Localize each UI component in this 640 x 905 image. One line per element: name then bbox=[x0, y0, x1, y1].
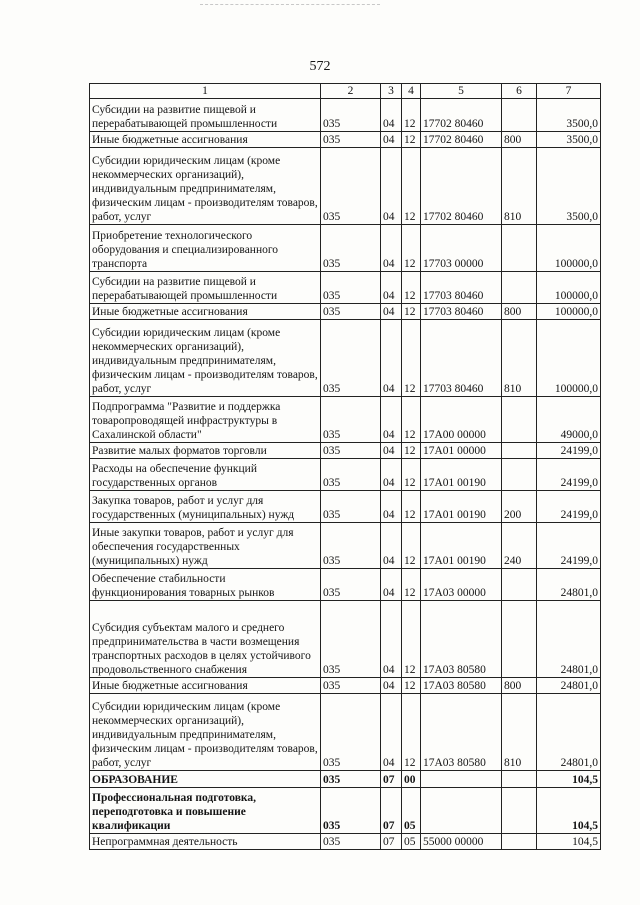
row-admin-code: 035 bbox=[321, 99, 381, 132]
row-expense-type bbox=[502, 834, 537, 850]
row-subsection-code: 12 bbox=[402, 148, 421, 225]
column-header: 2 bbox=[321, 84, 381, 99]
row-amount: 24199,0 bbox=[537, 459, 601, 491]
column-header: 1 bbox=[90, 84, 321, 99]
row-name: Профессиональная подготовка, переподготовка и повышение квалификации bbox=[90, 788, 321, 834]
row-expense-type: 200 bbox=[502, 491, 537, 523]
row-amount: 100000,0 bbox=[537, 320, 601, 397]
row-section-code: 04 bbox=[381, 678, 402, 694]
row-admin-code: 035 bbox=[321, 459, 381, 491]
table-row bbox=[90, 771, 601, 788]
row-subsection-code: 12 bbox=[402, 491, 421, 523]
row-target-article bbox=[421, 788, 502, 834]
table-row bbox=[90, 272, 601, 304]
table-row bbox=[90, 132, 601, 148]
row-admin-code: 035 bbox=[321, 771, 381, 788]
row-section-code: 04 bbox=[381, 304, 402, 320]
column-number-row bbox=[90, 84, 601, 99]
table-row bbox=[90, 459, 601, 491]
row-expense-type bbox=[502, 225, 537, 272]
row-expense-type bbox=[502, 397, 537, 443]
row-subsection-code: 12 bbox=[402, 99, 421, 132]
row-name: Субсидии юридическим лицам (кроме некоммерческих организаций), индивидуальным предпринимателям, физическим лицам - производителям товаров, работ, услуг bbox=[90, 320, 321, 397]
row-amount: 24801,0 bbox=[537, 601, 601, 678]
row-expense-type bbox=[502, 601, 537, 678]
row-admin-code: 035 bbox=[321, 788, 381, 834]
row-name: Субсидии на развитие пищевой и перерабатывающей промышленности bbox=[90, 99, 321, 132]
row-subsection-code: 12 bbox=[402, 397, 421, 443]
table-row bbox=[90, 601, 601, 678]
row-expense-type: 800 bbox=[502, 304, 537, 320]
row-amount: 100000,0 bbox=[537, 272, 601, 304]
row-target-article: 17А03 80580 bbox=[421, 601, 502, 678]
row-subsection-code: 12 bbox=[402, 694, 421, 771]
row-target-article: 55000 00000 bbox=[421, 834, 502, 850]
row-expense-type bbox=[502, 569, 537, 601]
row-section-code: 04 bbox=[381, 397, 402, 443]
table-row bbox=[90, 397, 601, 443]
row-name: Субсидии юридическим лицам (кроме некоммерческих организаций), индивидуальным предпринимателям, физическим лицам - производителям товаров, работ, услуг bbox=[90, 148, 321, 225]
row-expense-type bbox=[502, 443, 537, 459]
row-admin-code: 035 bbox=[321, 443, 381, 459]
table-row bbox=[90, 678, 601, 694]
row-subsection-code: 12 bbox=[402, 272, 421, 304]
row-expense-type bbox=[502, 771, 537, 788]
row-name: Непрограммная деятельность bbox=[90, 834, 321, 850]
row-subsection-code: 12 bbox=[402, 459, 421, 491]
row-target-article: 17702 80460 bbox=[421, 99, 502, 132]
row-admin-code: 035 bbox=[321, 834, 381, 850]
row-subsection-code: 12 bbox=[402, 225, 421, 272]
row-subsection-code: 12 bbox=[402, 443, 421, 459]
row-target-article: 17702 80460 bbox=[421, 148, 502, 225]
row-target-article: 17А00 00000 bbox=[421, 397, 502, 443]
row-amount: 24199,0 bbox=[537, 443, 601, 459]
row-name: Иные бюджетные ассигнования bbox=[90, 678, 321, 694]
row-admin-code: 035 bbox=[321, 148, 381, 225]
scan-edge-mark bbox=[200, 4, 380, 5]
row-section-code: 04 bbox=[381, 443, 402, 459]
budget-table bbox=[89, 83, 601, 850]
row-target-article: 17703 00000 bbox=[421, 225, 502, 272]
row-section-code: 04 bbox=[381, 491, 402, 523]
row-section-code: 07 bbox=[381, 788, 402, 834]
row-target-article: 17А01 00190 bbox=[421, 459, 502, 491]
row-section-code: 04 bbox=[381, 99, 402, 132]
row-name: Субсидии на развитие пищевой и перерабатывающей промышленности bbox=[90, 272, 321, 304]
row-target-article: 17А03 80580 bbox=[421, 678, 502, 694]
row-section-code: 04 bbox=[381, 694, 402, 771]
table-row bbox=[90, 788, 601, 834]
row-admin-code: 035 bbox=[321, 569, 381, 601]
row-amount: 49000,0 bbox=[537, 397, 601, 443]
row-section-code: 04 bbox=[381, 225, 402, 272]
row-amount: 3500,0 bbox=[537, 148, 601, 225]
row-expense-type: 800 bbox=[502, 132, 537, 148]
row-subsection-code: 00 bbox=[402, 771, 421, 788]
row-target-article: 17А03 00000 bbox=[421, 569, 502, 601]
row-target-article: 17703 80460 bbox=[421, 320, 502, 397]
table-row bbox=[90, 569, 601, 601]
column-header: 5 bbox=[421, 84, 502, 99]
row-name: Приобретение технологического оборудования и специализированного транспорта bbox=[90, 225, 321, 272]
row-admin-code: 035 bbox=[321, 601, 381, 678]
table-row bbox=[90, 834, 601, 850]
row-name: Субсидии юридическим лицам (кроме некоммерческих организаций), индивидуальным предпринимателям, физическим лицам - производителям товаров, работ, услуг bbox=[90, 694, 321, 771]
row-subsection-code: 12 bbox=[402, 569, 421, 601]
row-section-code: 04 bbox=[381, 459, 402, 491]
row-amount: 100000,0 bbox=[537, 304, 601, 320]
row-target-article: 17А03 80580 bbox=[421, 694, 502, 771]
row-name: Иные закупки товаров, работ и услуг для обеспечения государственных (муниципальных) нужд bbox=[90, 523, 321, 569]
row-amount: 3500,0 bbox=[537, 132, 601, 148]
row-target-article bbox=[421, 771, 502, 788]
row-amount: 24199,0 bbox=[537, 491, 601, 523]
column-header: 3 bbox=[381, 84, 402, 99]
row-name: Закупка товаров, работ и услуг для государственных (муниципальных) нужд bbox=[90, 491, 321, 523]
row-name: Обеспечение стабильности функционирования товарных рынков bbox=[90, 569, 321, 601]
table-row bbox=[90, 304, 601, 320]
row-name: Развитие малых форматов торговли bbox=[90, 443, 321, 459]
row-target-article: 17703 80460 bbox=[421, 304, 502, 320]
table-row bbox=[90, 523, 601, 569]
table-row bbox=[90, 694, 601, 771]
row-expense-type bbox=[502, 788, 537, 834]
row-section-code: 04 bbox=[381, 601, 402, 678]
row-admin-code: 035 bbox=[321, 272, 381, 304]
row-amount: 104,5 bbox=[537, 771, 601, 788]
row-amount: 24801,0 bbox=[537, 569, 601, 601]
table-row bbox=[90, 148, 601, 225]
row-admin-code: 035 bbox=[321, 225, 381, 272]
row-admin-code: 035 bbox=[321, 523, 381, 569]
row-section-code: 04 bbox=[381, 320, 402, 397]
row-expense-type bbox=[502, 272, 537, 304]
row-expense-type: 800 bbox=[502, 678, 537, 694]
row-name: ОБРАЗОВАНИЕ bbox=[90, 771, 321, 788]
row-target-article: 17702 80460 bbox=[421, 132, 502, 148]
row-amount: 100000,0 bbox=[537, 225, 601, 272]
row-name: Субсидия субъектам малого и среднего предпринимательства в части возмещения транспортных расходов в целях устойчивого продовольственного снабжения bbox=[90, 601, 321, 678]
row-subsection-code: 12 bbox=[402, 523, 421, 569]
row-admin-code: 035 bbox=[321, 320, 381, 397]
row-admin-code: 035 bbox=[321, 678, 381, 694]
row-subsection-code: 05 bbox=[402, 834, 421, 850]
row-target-article: 17А01 00000 bbox=[421, 443, 502, 459]
table-row bbox=[90, 491, 601, 523]
row-section-code: 04 bbox=[381, 148, 402, 225]
row-name: Подпрограмма "Развитие и поддержка товаропроводящей инфраструктуры в Сахалинской области" bbox=[90, 397, 321, 443]
table-row bbox=[90, 99, 601, 132]
table-row bbox=[90, 225, 601, 272]
row-subsection-code: 12 bbox=[402, 304, 421, 320]
row-amount: 24801,0 bbox=[537, 694, 601, 771]
row-expense-type bbox=[502, 459, 537, 491]
row-expense-type: 810 bbox=[502, 694, 537, 771]
column-header: 4 bbox=[402, 84, 421, 99]
row-section-code: 07 bbox=[381, 771, 402, 788]
row-admin-code: 035 bbox=[321, 304, 381, 320]
row-amount: 104,5 bbox=[537, 788, 601, 834]
row-subsection-code: 12 bbox=[402, 678, 421, 694]
row-expense-type: 810 bbox=[502, 320, 537, 397]
row-expense-type: 240 bbox=[502, 523, 537, 569]
row-section-code: 04 bbox=[381, 569, 402, 601]
row-section-code: 04 bbox=[381, 132, 402, 148]
row-name: Расходы на обеспечение функций государственных органов bbox=[90, 459, 321, 491]
row-expense-type bbox=[502, 99, 537, 132]
row-name: Иные бюджетные ассигнования bbox=[90, 132, 321, 148]
row-name: Иные бюджетные ассигнования bbox=[90, 304, 321, 320]
column-header: 6 bbox=[502, 84, 537, 99]
column-header: 7 bbox=[537, 84, 601, 99]
row-admin-code: 035 bbox=[321, 397, 381, 443]
row-amount: 104,5 bbox=[537, 834, 601, 850]
page-number: 572 bbox=[309, 59, 331, 74]
row-subsection-code: 05 bbox=[402, 788, 421, 834]
row-subsection-code: 12 bbox=[402, 601, 421, 678]
table-row bbox=[90, 443, 601, 459]
row-expense-type: 810 bbox=[502, 148, 537, 225]
row-subsection-code: 12 bbox=[402, 320, 421, 397]
row-target-article: 17А01 00190 bbox=[421, 523, 502, 569]
row-target-article: 17А01 00190 bbox=[421, 491, 502, 523]
row-admin-code: 035 bbox=[321, 694, 381, 771]
table-row bbox=[90, 320, 601, 397]
row-amount: 3500,0 bbox=[537, 99, 601, 132]
row-amount: 24801,0 bbox=[537, 678, 601, 694]
row-section-code: 07 bbox=[381, 834, 402, 850]
row-amount: 24199,0 bbox=[537, 523, 601, 569]
row-section-code: 04 bbox=[381, 272, 402, 304]
row-target-article: 17703 80460 bbox=[421, 272, 502, 304]
row-section-code: 04 bbox=[381, 523, 402, 569]
row-admin-code: 035 bbox=[321, 491, 381, 523]
row-admin-code: 035 bbox=[321, 132, 381, 148]
row-subsection-code: 12 bbox=[402, 132, 421, 148]
